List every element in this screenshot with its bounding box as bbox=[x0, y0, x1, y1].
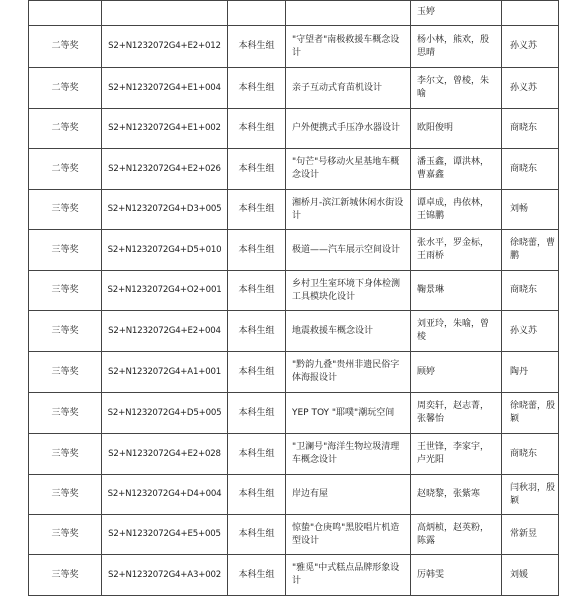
cell-code: S2+N1232072G4+E5+005 bbox=[102, 515, 228, 555]
cell-advisor: 徐晓蕾，曹鹏 bbox=[502, 230, 559, 271]
cell-group: 本科生组 bbox=[228, 271, 286, 311]
cell-members: 谭卓成，冉依林，王锦鹏 bbox=[411, 190, 502, 230]
cell-advisor: 陶丹 bbox=[502, 352, 559, 393]
cell-prize bbox=[29, 1, 102, 26]
cell-advisor: 闫秋羽，殷颖 bbox=[502, 475, 559, 515]
cell-prize: 三等奖 bbox=[29, 475, 102, 515]
cell-prize: 三等奖 bbox=[29, 352, 102, 393]
cell-advisor: 刘畅 bbox=[502, 190, 559, 230]
cell-group: 本科生组 bbox=[228, 475, 286, 515]
cell-group: 本科生组 bbox=[228, 26, 286, 68]
cell-code: S2+N1232072G4+D5+005 bbox=[102, 393, 228, 434]
cell-advisor: 孙义苏 bbox=[502, 26, 559, 68]
cell-code bbox=[102, 1, 228, 26]
cell-group: 本科生组 bbox=[228, 434, 286, 475]
cell-prize: 二等奖 bbox=[29, 109, 102, 149]
cell-code: S2+N1232072G4+E1+004 bbox=[102, 68, 228, 109]
cell-code: S2+N1232072G4+A1+001 bbox=[102, 352, 228, 393]
cell-advisor bbox=[502, 1, 559, 26]
cell-members: 周奕轩，赵志菁，张馨怡 bbox=[411, 393, 502, 434]
cell-advisor: 商晓东 bbox=[502, 109, 559, 149]
cell-name: 乡村卫生室环境下身体检测工具模块化设计 bbox=[286, 271, 411, 311]
cell-members: 赵晓黎，张紫寒 bbox=[411, 475, 502, 515]
cell-prize: 三等奖 bbox=[29, 190, 102, 230]
cell-advisor: 商晓东 bbox=[502, 434, 559, 475]
cell-prize: 二等奖 bbox=[29, 149, 102, 190]
table-row bbox=[29, 393, 559, 434]
cell-name bbox=[286, 1, 411, 26]
cell-code: S2+N1232072G4+E2+004 bbox=[102, 311, 228, 352]
cell-code: S2+N1232072G4+D5+010 bbox=[102, 230, 228, 271]
cell-members: 李尔文，曾棱，朱喻 bbox=[411, 68, 502, 109]
cell-code: S2+N1232072G4+D3+005 bbox=[102, 190, 228, 230]
cell-prize: 三等奖 bbox=[29, 434, 102, 475]
cell-group: 本科生组 bbox=[228, 190, 286, 230]
table-row-continued bbox=[29, 1, 559, 26]
cell-members: 张水平，罗金标，王雨桥 bbox=[411, 230, 502, 271]
cell-advisor: 孙义苏 bbox=[502, 68, 559, 109]
cell-advisor: 常新昱 bbox=[502, 515, 559, 555]
cell-code: S2+N1232072G4+D4+004 bbox=[102, 475, 228, 515]
cell-members: 顾婷 bbox=[411, 352, 502, 393]
table-row bbox=[29, 230, 559, 271]
award-table-body bbox=[29, 1, 559, 596]
cell-prize: 二等奖 bbox=[29, 26, 102, 68]
cell-prize: 三等奖 bbox=[29, 230, 102, 271]
cell-name: 户外便携式手压净水器设计 bbox=[286, 109, 411, 149]
cell-name: YEP TOY "耶噗"潮玩空间 bbox=[286, 393, 411, 434]
cell-group: 本科生组 bbox=[228, 149, 286, 190]
cell-members: 高炳桢，赵英粉，陈露 bbox=[411, 515, 502, 555]
table-row bbox=[29, 149, 559, 190]
table-row bbox=[29, 515, 559, 555]
cell-name: 湘桥月-滨江新城休闲水街设计 bbox=[286, 190, 411, 230]
cell-group: 本科生组 bbox=[228, 352, 286, 393]
cell-members: 潘玉鑫，谭洪林，曹嘉鑫 bbox=[411, 149, 502, 190]
cell-members: 刘亚玲，朱喻，曾棱 bbox=[411, 311, 502, 352]
table-row bbox=[29, 311, 559, 352]
table-row bbox=[29, 434, 559, 475]
cell-prize: 三等奖 bbox=[29, 271, 102, 311]
cell-prize: 三等奖 bbox=[29, 555, 102, 596]
cell-group bbox=[228, 1, 286, 26]
table-row bbox=[29, 109, 559, 149]
cell-advisor: 商晓东 bbox=[502, 149, 559, 190]
table-row bbox=[29, 475, 559, 515]
table-row bbox=[29, 68, 559, 109]
cell-prize: 三等奖 bbox=[29, 311, 102, 352]
cell-advisor: 刘媛 bbox=[502, 555, 559, 596]
cell-members: 欧阳俊明 bbox=[411, 109, 502, 149]
cell-group: 本科生组 bbox=[228, 230, 286, 271]
cell-prize: 三等奖 bbox=[29, 393, 102, 434]
cell-name: 极道——汽车展示空间设计 bbox=[286, 230, 411, 271]
table-row bbox=[29, 555, 559, 596]
table-row bbox=[29, 271, 559, 311]
cell-group: 本科生组 bbox=[228, 68, 286, 109]
table-row bbox=[29, 352, 559, 393]
cell-members: 玉婷 bbox=[411, 1, 502, 26]
cell-name: "守望者"南极救援车概念设计 bbox=[286, 26, 411, 68]
cell-name: "黔韵九叠"贵州非遗民俗字体海报设计 bbox=[286, 352, 411, 393]
cell-code: S2+N1232072G4+E2+026 bbox=[102, 149, 228, 190]
cell-name: 地震救援车概念设计 bbox=[286, 311, 411, 352]
cell-code: S2+N1232072G4+A3+002 bbox=[102, 555, 228, 596]
cell-code: S2+N1232072G4+O2+001 bbox=[102, 271, 228, 311]
cell-advisor: 商晓东 bbox=[502, 271, 559, 311]
cell-name: "雅觅"中式糕点品牌形象设计 bbox=[286, 555, 411, 596]
award-table bbox=[28, 0, 559, 596]
cell-members: 王世锋，李家宇，卢光阳 bbox=[411, 434, 502, 475]
table-row bbox=[29, 190, 559, 230]
cell-name: "卫澜号"海洋生物垃圾清理车概念设计 bbox=[286, 434, 411, 475]
cell-name: 岸边有屋 bbox=[286, 475, 411, 515]
cell-prize: 二等奖 bbox=[29, 68, 102, 109]
cell-members: 杨小林，熊欢，殷思晴 bbox=[411, 26, 502, 68]
cell-prize: 三等奖 bbox=[29, 515, 102, 555]
cell-members: 鞠景琳 bbox=[411, 271, 502, 311]
cell-group: 本科生组 bbox=[228, 109, 286, 149]
cell-name: 亲子互动式育苗机设计 bbox=[286, 68, 411, 109]
cell-group: 本科生组 bbox=[228, 393, 286, 434]
cell-code: S2+N1232072G4+E2+028 bbox=[102, 434, 228, 475]
cell-group: 本科生组 bbox=[228, 555, 286, 596]
cell-group: 本科生组 bbox=[228, 311, 286, 352]
cell-name: "句芒"号移动火星基地车概念设计 bbox=[286, 149, 411, 190]
cell-members: 厉韩雯 bbox=[411, 555, 502, 596]
cell-advisor: 孙义苏 bbox=[502, 311, 559, 352]
cell-code: S2+N1232072G4+E2+012 bbox=[102, 26, 228, 68]
cell-group: 本科生组 bbox=[228, 515, 286, 555]
cell-code: S2+N1232072G4+E1+002 bbox=[102, 109, 228, 149]
table-row bbox=[29, 26, 559, 68]
cell-advisor: 徐晓蕾，殷颖 bbox=[502, 393, 559, 434]
cell-name: 惊蛰"仓庚鸣"黑胶唱片机造型设计 bbox=[286, 515, 411, 555]
